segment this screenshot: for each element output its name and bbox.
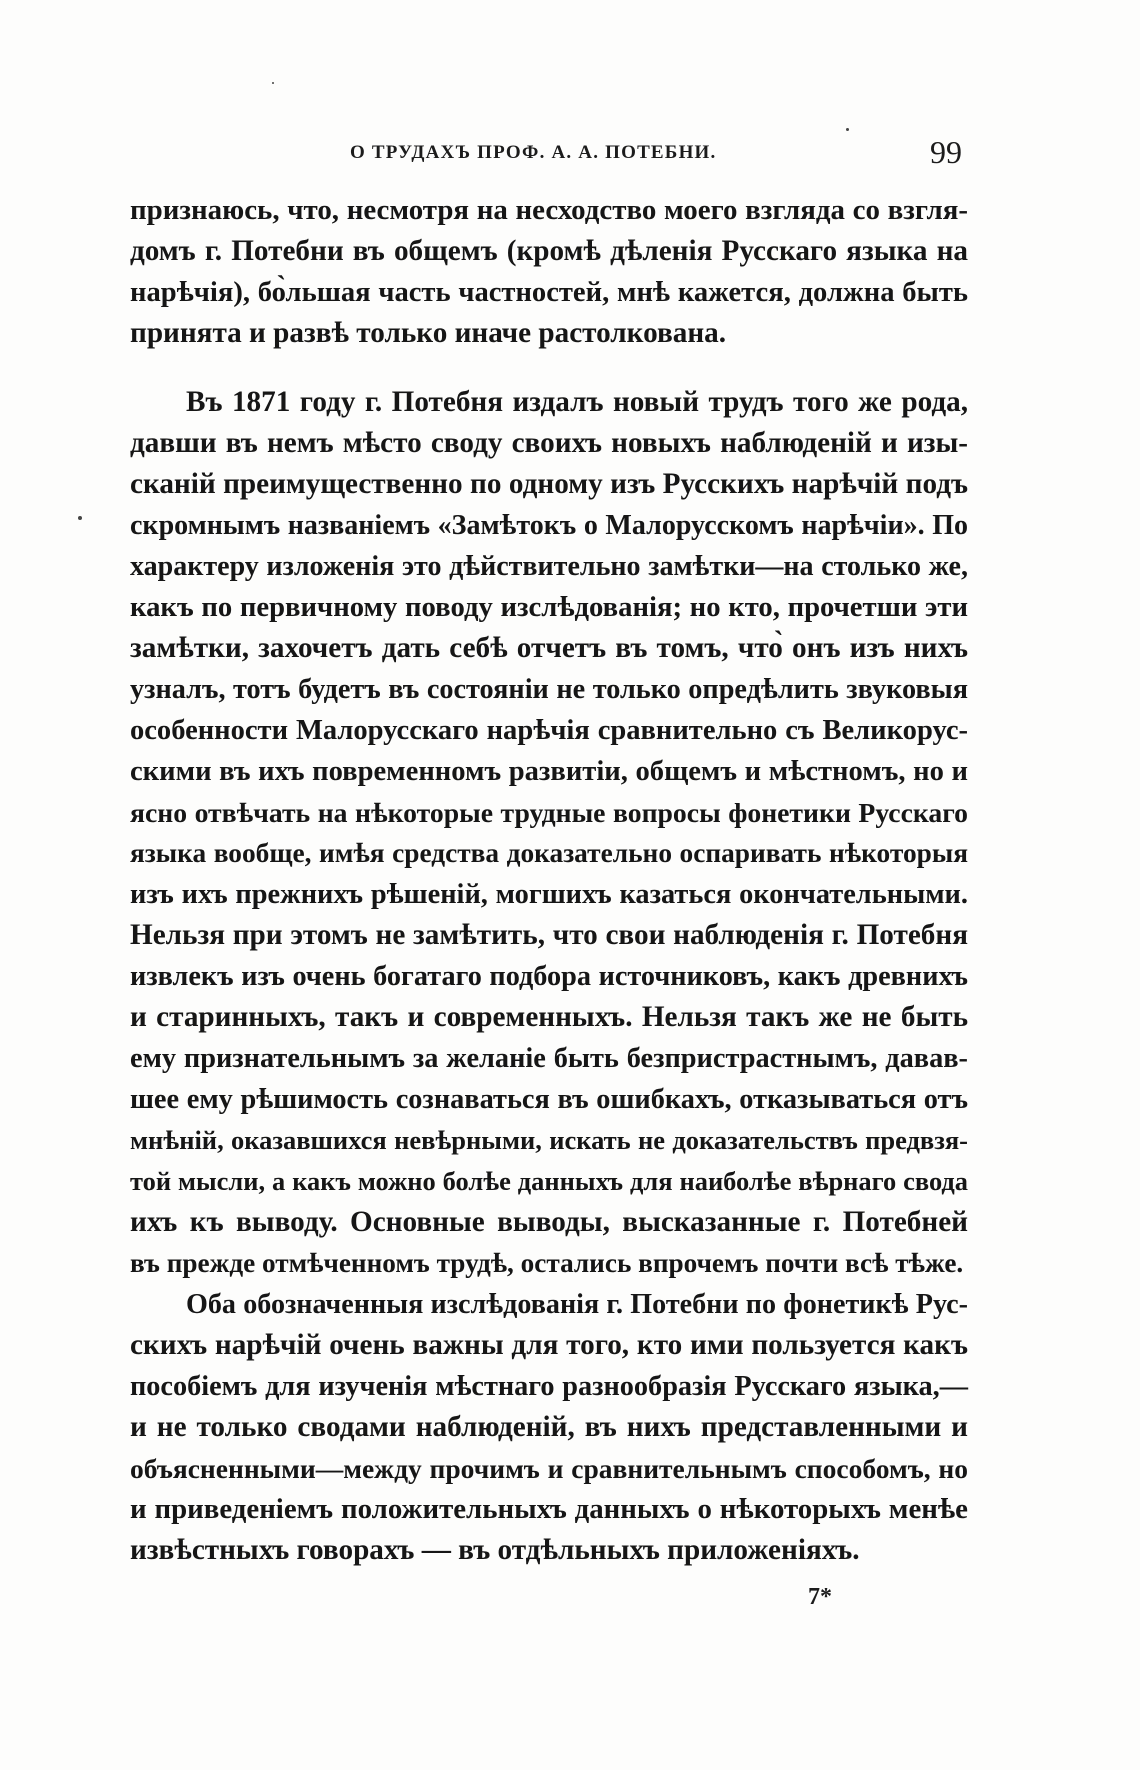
text-line: скими въ ихъ повременномъ развитіи, общемъ и мѣстномъ, но и [130,756,968,787]
running-head [130,136,970,176]
text-line: скромнымъ названіемъ «Замѣтокъ о Малорусскомъ нарѣчіи». По [130,510,968,541]
text-line: пособіемъ для изученія мѣстнаго разнообразія Русскаго языка,— [130,1371,968,1402]
text-line: шее ему рѣшимость сознаваться въ ошибкахъ, отказываться отъ [130,1084,968,1115]
paragraph-2 [130,382,968,1284]
text-line: замѣтки, захочетъ дать себѣ отчетъ въ томъ, что̀ онъ изъ нихъ [130,632,968,664]
text-line: домъ г. Потебни въ общемъ (кромѣ дѣленія Русскаго языка на [130,235,968,267]
paragraph-3 [130,1284,968,1571]
body-text [130,190,968,1571]
text-line: извлекъ изъ очень богатаго подбора источниковъ, какъ древнихъ [130,961,968,992]
text-line: признаюсь, что, несмотря на несходство моего взгляда со взгля- [130,194,968,226]
text-line: узналъ, тотъ будетъ въ состояніи не только опредѣлить звуковыя [130,674,968,705]
text-line: извѣстныхъ говорахъ — въ отдѣльныхъ приложеніяхъ. [130,1534,860,1566]
text-line: Нельзя при этомъ не замѣтить, что свои наблюденія г. Потебня [130,919,968,951]
text-line: особенности Малорусскаго нарѣчія сравнительно съ Великорус- [130,715,968,746]
text-line: языка вообще, имѣя средства доказательно оспаривать нѣкоторыя [130,838,968,868]
paragraph-1 [130,190,968,354]
text-line: ясно отвѣчать на нѣкоторые трудные вопросы фонетики Русскаго [130,797,968,828]
text-line: ему признательнымъ за желаніе быть безпристрастнымъ, давав- [130,1043,968,1074]
text-line: какъ по первичному поводу изслѣдованія; но кто, прочетши эти [130,591,968,623]
text-line: и приведеніемъ положительныхъ данныхъ о нѣкоторыхъ менѣе [130,1493,968,1525]
signature-mark: 7* [808,1584,832,1610]
text-line: Оба обозначенныя изслѣдованія г. Потебни по фонетикѣ Рус- [186,1289,968,1320]
scan-speck [78,516,82,520]
text-line: нарѣчія), бо̀льшая часть частностей, мнѣ кажется, должна быть [130,277,968,308]
text-line: и не только сводами наблюденій, въ нихъ представленными и [130,1411,968,1443]
running-title: О ТРУДАХЪ ПРОФ. А. А. ПОТЕБНИ. [350,142,717,163]
text-line: мнѣній, оказавшихся невѣрными, искать не доказательствъ предвзя- [130,1125,968,1155]
scan-speck [846,128,849,131]
text-line: объясненными—между прочимъ и сравнительнымъ способомъ, но [130,1453,968,1484]
page-number: 99 [930,134,962,170]
text-line: давши въ немъ мѣсто своду своихъ новыхъ наблюденій и изы- [130,427,968,459]
scan-speck [272,82,274,84]
text-line: принята и развѣ только иначе растолкована. [130,317,727,349]
text-line: въ прежде отмѣченномъ трудѣ, остались впрочемъ почти всѣ тѣже. [130,1248,964,1278]
text-line: той мысли, а какъ можно болѣе данныхъ для наиболѣе вѣрнаго свода [130,1166,968,1196]
text-line: и старинныхъ, такъ и современныхъ. Нельзя такъ же не быть [130,1001,968,1033]
text-line: скихъ нарѣчій очень важны для того, кто ими пользуется какъ [130,1329,968,1361]
text-line: характеру изложенія это дѣйствительно замѣтки—на столько же, [130,551,968,582]
text-line: ихъ къ выводу. Основные выводы, высказанные г. Потебней [130,1206,968,1238]
text-line: Въ 1871 году г. Потебня издалъ новый трудъ того же рода, [186,386,968,418]
text-line: сканій преимущественно по одному изъ Русскихъ нарѣчій подъ [130,468,968,500]
text-line: изъ ихъ прежнихъ рѣшеній, могшихъ казаться окончательными. [130,879,968,910]
